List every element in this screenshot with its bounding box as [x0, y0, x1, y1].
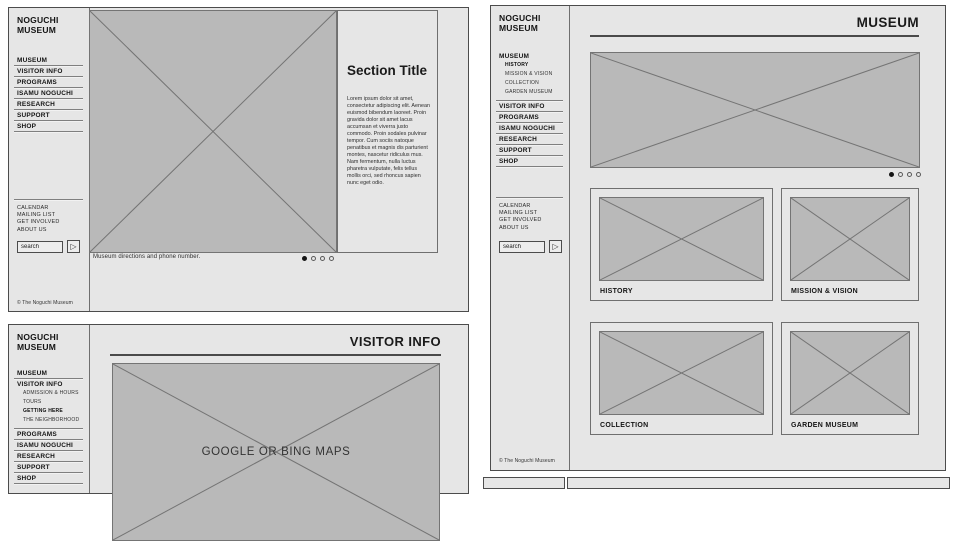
- search-input[interactable]: [499, 241, 545, 253]
- footer-link-mailing-list[interactable]: MAILING LIST: [17, 212, 56, 219]
- card-label: GARDEN MUSEUM: [791, 422, 859, 429]
- sidebar-item-shop[interactable]: SHOP: [14, 122, 83, 132]
- site-logo[interactable]: NOGUCHI MUSEUM: [499, 13, 541, 33]
- carousel-dot[interactable]: [311, 256, 316, 261]
- card-history[interactable]: [590, 188, 773, 301]
- carousel-dot[interactable]: [889, 172, 894, 177]
- sidebar-item-shop[interactable]: SHOP: [14, 474, 83, 484]
- image-caption: Museum directions and phone number.: [93, 254, 201, 260]
- sidebar-footer-links: [17, 205, 87, 234]
- card-collection[interactable]: [590, 322, 773, 435]
- footer-link-get-involved[interactable]: GET INVOLVED: [17, 219, 60, 226]
- sidebar-item-isamu-noguchi[interactable]: ISAMU NOGUCHI: [496, 124, 563, 134]
- page-title: MUSEUM: [590, 15, 919, 37]
- sidebar-footer-links: [499, 203, 567, 232]
- copyright-text: © The Noguchi Museum: [499, 458, 555, 464]
- submenu-item-garden-museum[interactable]: GARDEN MUSEUM: [505, 89, 553, 95]
- map-placeholder[interactable]: [112, 363, 440, 541]
- submenu-item-getting-here[interactable]: GETTING HERE: [23, 408, 63, 414]
- wireframe-museum-page: [490, 5, 946, 471]
- map-placeholder-label: GOOGLE OR BING MAPS: [201, 446, 351, 458]
- card-image-placeholder: [599, 197, 764, 281]
- footer-link-about-us[interactable]: ABOUT US: [499, 224, 529, 231]
- submenu-item-collection[interactable]: COLLECTION: [505, 80, 539, 86]
- sidebar-divider: [14, 199, 83, 200]
- sidebar-nav: [14, 56, 83, 133]
- footer-link-about-us[interactable]: ABOUT US: [17, 226, 47, 233]
- card-mission-vision[interactable]: [781, 188, 919, 301]
- sidebar-item-museum[interactable]: MUSEUM: [499, 53, 530, 60]
- card-label: HISTORY: [600, 288, 633, 295]
- card-image-placeholder: [599, 331, 764, 415]
- sidebar-item-research[interactable]: RESEARCH: [496, 135, 563, 145]
- submenu-item-mission-vision[interactable]: MISSION & VISION: [505, 71, 553, 77]
- card-image-placeholder: [790, 197, 910, 281]
- sidebar-item-support[interactable]: SUPPORT: [14, 111, 83, 121]
- sidebar-item-programs[interactable]: PROGRAMS: [496, 113, 563, 123]
- footer-link-mailing-list[interactable]: MAILING LIST: [499, 210, 538, 217]
- right-arrow-icon: ▷: [70, 241, 77, 251]
- sidebar-item-museum[interactable]: MUSEUM: [14, 369, 83, 379]
- search-widget: [17, 240, 80, 253]
- carousel-dot[interactable]: [320, 256, 325, 261]
- hero-image-placeholder: [590, 52, 920, 168]
- carousel-dot[interactable]: [907, 172, 912, 177]
- sidebar-item-programs[interactable]: PROGRAMS: [14, 78, 83, 88]
- sidebar: [9, 325, 90, 493]
- cropped-wireframe-edge: [483, 477, 565, 489]
- sidebar-item-visitor-info[interactable]: VISITOR INFO: [14, 67, 83, 77]
- hero-image-placeholder: [89, 10, 337, 253]
- sidebar-nav: [14, 369, 83, 485]
- copyright-text: © The Noguchi Museum: [17, 300, 73, 306]
- footer-link-calendar[interactable]: CALENDAR: [499, 203, 531, 209]
- sidebar-item-research[interactable]: RESEARCH: [14, 100, 83, 110]
- carousel-dots: [889, 172, 921, 177]
- sidebar-item-shop[interactable]: SHOP: [496, 157, 563, 167]
- footer-link-calendar[interactable]: CALENDAR: [17, 205, 49, 211]
- sidebar-item-support[interactable]: SUPPORT: [496, 146, 563, 156]
- submenu-item-the-neighborhood[interactable]: THE NEIGHBORHOOD: [23, 417, 80, 423]
- card-label: COLLECTION: [600, 422, 649, 429]
- carousel-dot[interactable]: [302, 256, 307, 261]
- footer-link-get-involved[interactable]: GET INVOLVED: [499, 217, 542, 224]
- submenu-item-history[interactable]: HISTORY: [505, 62, 529, 68]
- carousel-dot[interactable]: [898, 172, 903, 177]
- sidebar-item-isamu-noguchi[interactable]: ISAMU NOGUCHI: [14, 89, 83, 99]
- search-widget: [499, 240, 562, 253]
- cropped-wireframe-edge: [567, 477, 950, 489]
- search-submit-button[interactable]: [67, 240, 80, 253]
- section-title: Section Title: [347, 63, 428, 78]
- sidebar-item-visitor-info[interactable]: VISITOR INFO: [17, 381, 63, 388]
- carousel-dot[interactable]: [916, 172, 921, 177]
- sidebar-item-isamu-noguchi[interactable]: ISAMU NOGUCHI: [14, 441, 83, 451]
- card-image-placeholder: [790, 331, 910, 415]
- card-garden-museum[interactable]: [781, 322, 919, 435]
- page-title: VISITOR INFO: [110, 334, 441, 356]
- card-label: MISSION & VISION: [791, 288, 859, 295]
- submenu-item-admission-hours[interactable]: ADMISSION & HOURS: [23, 390, 79, 396]
- sidebar-nav: [496, 52, 563, 168]
- submenu-item-tours[interactable]: TOURS: [23, 399, 42, 405]
- carousel-dot[interactable]: [329, 256, 334, 261]
- sidebar-item-visitor-info[interactable]: VISITOR INFO: [496, 102, 563, 112]
- sidebar-item-research[interactable]: RESEARCH: [14, 452, 83, 462]
- sidebar-item-programs[interactable]: PROGRAMS: [14, 430, 83, 440]
- search-input[interactable]: [17, 241, 63, 253]
- wireframe-home-page: [8, 7, 469, 312]
- sidebar-item-support[interactable]: SUPPORT: [14, 463, 83, 473]
- sidebar-divider: [496, 197, 563, 198]
- wireframe-visitor-info-page: [8, 324, 469, 494]
- right-arrow-icon: ▷: [552, 241, 559, 251]
- section-teaser-box: [337, 10, 438, 253]
- museum-submenu: [496, 61, 563, 101]
- sidebar: [9, 8, 90, 311]
- site-logo[interactable]: NOGUCHI MUSEUM: [17, 332, 59, 352]
- visitor-info-submenu: [14, 389, 83, 429]
- section-body-text: Lorem ipsum dolor sit amet, consectetur adipiscing elit. Aenean euismod bibendum laoreet. Proin gravida dolor sit amet lacus accumsan et viverra justo commodo. Proin sodales pulvinar tempor. Cum sociis natoque penatibus et magnis dis parturient montes, nascetur ridiculus mus. Nam fermentum, nulla luctus pharetra vulputate, felis tellus mollis orci, sed rhoncus sapien nunc eget odio.: [347, 96, 431, 186]
- sidebar: [491, 6, 570, 470]
- carousel-dots: [302, 256, 334, 261]
- search-submit-button[interactable]: [549, 240, 562, 253]
- site-logo[interactable]: NOGUCHI MUSEUM: [17, 15, 59, 35]
- sidebar-item-museum[interactable]: MUSEUM: [14, 56, 83, 66]
